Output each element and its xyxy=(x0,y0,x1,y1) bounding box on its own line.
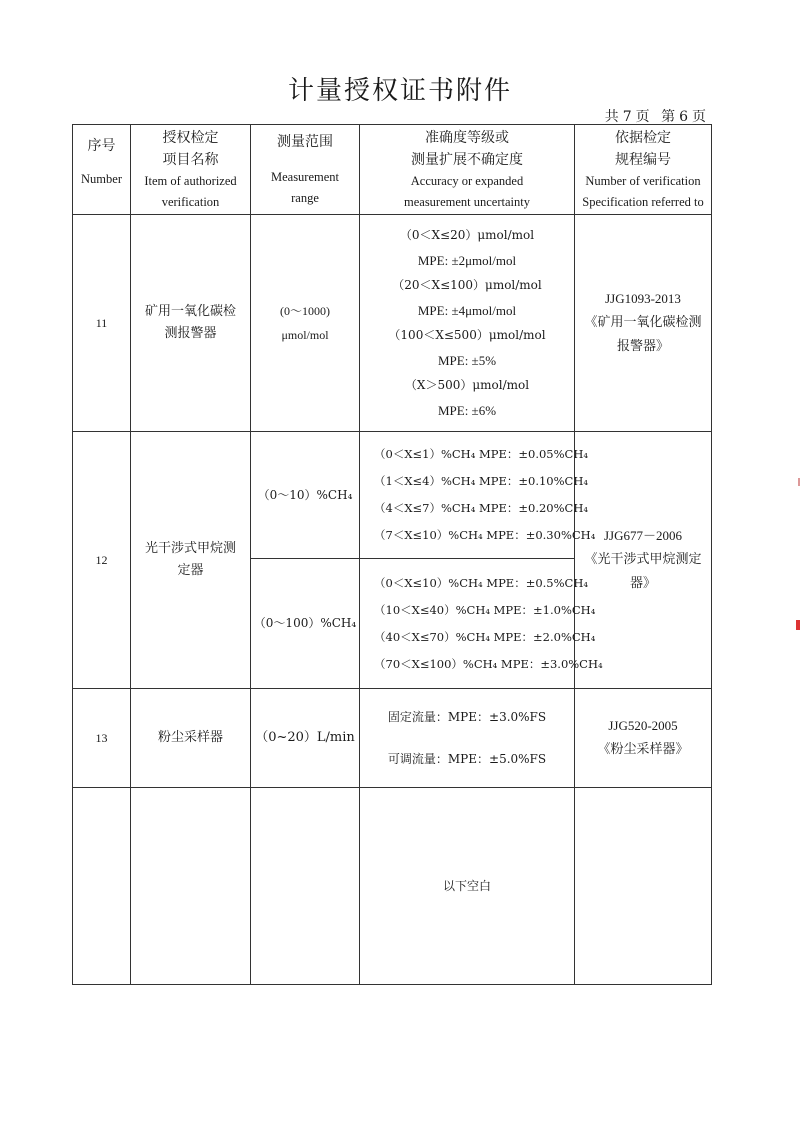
row-item-text: 矿用一氧化碳检测报警器 xyxy=(144,304,236,341)
row-accuracy xyxy=(360,215,575,432)
pager-total-prefix: 共 xyxy=(604,109,619,125)
page-indicator xyxy=(603,106,708,126)
row-range: （0~20）L/min xyxy=(251,689,360,788)
row-spec xyxy=(575,215,712,432)
pager-page-prefix: 第 xyxy=(661,109,676,125)
row-item xyxy=(131,215,251,432)
table-row xyxy=(73,432,712,559)
blank-cell xyxy=(251,788,360,985)
header-accuracy-en2: measurement uncertainty xyxy=(404,194,530,209)
row-accuracy xyxy=(360,559,603,689)
pager-total-suffix: 页 xyxy=(635,109,650,125)
header-range-en2: range xyxy=(291,190,319,205)
header-item-en2: verification xyxy=(161,194,220,209)
table-row xyxy=(73,215,712,432)
row-number: 13 xyxy=(73,689,131,788)
pager-total: 7 xyxy=(622,109,632,125)
header-item xyxy=(131,125,251,215)
header-spec xyxy=(575,125,712,215)
accuracy-line: MPE: ±5% xyxy=(437,353,497,368)
authorization-table xyxy=(72,124,712,985)
row-spec-name1: 《粉尘采样器》 xyxy=(597,742,689,757)
accuracy-line: 固定流量：MPE：±3.0%FS xyxy=(387,710,547,724)
pager-page: 6 xyxy=(679,109,688,125)
row-range-line1: (0～1000) xyxy=(280,304,330,318)
row-spec xyxy=(575,432,712,689)
accuracy-line: （40＜X≤70）%CH₄ MPE：±2.0%CH₄ xyxy=(374,629,596,644)
header-item-zh1: 授权检定 xyxy=(162,129,219,146)
row-spec-code: JJG520-2005 xyxy=(608,718,678,733)
row-spec-name2: 器》 xyxy=(629,576,656,591)
row-number: 11 xyxy=(73,215,131,432)
accuracy-line: （1＜X≤4）%CH₄ MPE：±0.10%CH₄ xyxy=(374,474,588,488)
header-spec-en2: Specification referred to xyxy=(582,194,704,209)
header-item-zh2: 项目名称 xyxy=(162,151,219,168)
row-item-text: 光干涉式甲烷测定器 xyxy=(144,541,236,578)
row-item xyxy=(131,432,251,689)
header-spec-en1: Number of verification xyxy=(585,173,701,188)
header-number xyxy=(73,125,131,215)
header-range xyxy=(251,125,360,215)
header-number-en: Number xyxy=(81,172,122,186)
header-accuracy-zh1: 准确度等级或 xyxy=(425,129,509,146)
header-accuracy-en1: Accuracy or expanded xyxy=(410,173,524,188)
table-row xyxy=(73,689,712,788)
accuracy-line: （0＜X≤10）%CH₄ MPE：±0.5%CH₄ xyxy=(374,575,588,590)
blank-cell xyxy=(131,788,251,985)
header-spec-zh1: 依据检定 xyxy=(615,129,671,146)
header-number-zh: 序号 xyxy=(87,138,116,154)
header-accuracy-zh2: 测量扩展不确定度 xyxy=(411,151,523,168)
blank-cell xyxy=(575,788,712,985)
row-range: （0～10）%CH₄ xyxy=(251,432,360,559)
accuracy-line: （20＜X≤100）μmol/mol xyxy=(392,278,542,292)
accuracy-line: 可调流量：MPE：±5.0%FS xyxy=(387,752,547,766)
accuracy-line: （X＞500）μmol/mol xyxy=(404,378,530,392)
pager-page-suffix: 页 xyxy=(692,109,706,125)
row-accuracy xyxy=(360,432,596,559)
accuracy-line: （100＜X≤500）μmol/mol xyxy=(388,328,546,342)
row-spec-name1: 《矿用一氧化碳检测 xyxy=(584,315,702,330)
row-range-line2: μmol/mol xyxy=(281,328,329,342)
row-item: 粉尘采样器 xyxy=(131,689,251,788)
row-range: （0～100）%CH₄ xyxy=(251,559,360,689)
accuracy-line: （70＜X≤100）%CH₄ MPE：±3.0%CH₄ xyxy=(374,656,603,671)
row-spec-code: JJG677－2006 xyxy=(603,528,682,543)
row-spec-code: JJG1093-2013 xyxy=(605,291,681,306)
document-title: 计量授权证书附件 xyxy=(287,76,512,106)
row-spec xyxy=(575,689,712,788)
row-range xyxy=(251,215,360,432)
header-item-en1: Item of authorized xyxy=(144,173,237,188)
accuracy-line: （0＜X≤1）%CH₄ MPE：±0.05%CH₄ xyxy=(374,447,588,461)
blank-cell xyxy=(73,788,131,985)
header-accuracy xyxy=(360,125,575,215)
blank-row xyxy=(73,788,712,985)
accuracy-line: （4＜X≤7）%CH₄ MPE：±0.20%CH₄ xyxy=(374,501,588,515)
header-range-zh: 测量范围 xyxy=(277,133,333,150)
stamp-edge-mark xyxy=(796,620,800,630)
row-spec-name1: 《光干涉式甲烷测定 xyxy=(584,552,702,567)
accuracy-line: （0＜X≤20）μmol/mol xyxy=(399,228,535,242)
row-spec-name2: 报警器》 xyxy=(616,339,669,354)
header-spec-zh2: 规程编号 xyxy=(615,151,671,168)
row-number: 12 xyxy=(73,432,131,689)
accuracy-line: （10＜X≤40）%CH₄ MPE：±1.0%CH₄ xyxy=(374,602,596,617)
accuracy-line: MPE: ±6% xyxy=(437,403,497,418)
header-row xyxy=(73,125,712,215)
row-accuracy xyxy=(360,689,575,788)
header-range-en1: Measurement xyxy=(270,169,340,184)
accuracy-line: （7＜X≤10）%CH₄ MPE：±0.30%CH₄ xyxy=(374,528,596,542)
blank-note: 以下空白 xyxy=(360,788,575,985)
accuracy-line: MPE: ±2μmol/mol xyxy=(417,253,517,268)
accuracy-line: MPE: ±4μmol/mol xyxy=(417,303,517,318)
